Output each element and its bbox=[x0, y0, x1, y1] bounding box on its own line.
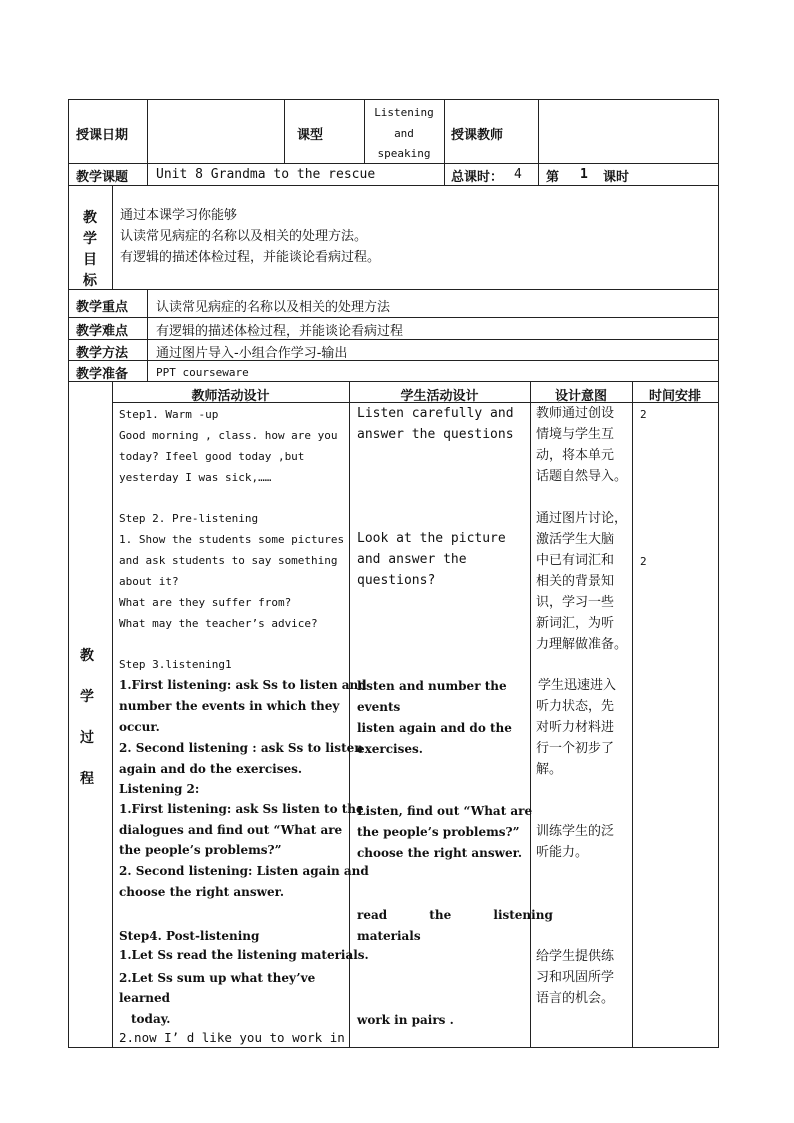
intent-line: 话题自然导入。 bbox=[536, 469, 628, 484]
teacher-line: 1. Show the students some pictures bbox=[119, 533, 345, 546]
difficulties-value: 有逻辑的描述体检过程，并能谈论看病过程 bbox=[156, 324, 404, 339]
teacher-line: dialogues and find out “What are bbox=[119, 823, 343, 837]
intent-line: 教师通过创设 bbox=[536, 406, 615, 421]
teacher-line: What are they suffer from? bbox=[119, 596, 292, 609]
student-line: work in pairs . bbox=[357, 1013, 454, 1027]
period-suffix: 课时 bbox=[603, 170, 630, 185]
period-value: 1 bbox=[580, 167, 588, 182]
student-activity-header: 学生活动设计 bbox=[400, 389, 479, 404]
preparation-value: PPT courseware bbox=[156, 366, 249, 379]
process-label-char: 程 bbox=[80, 771, 94, 787]
table-rule bbox=[284, 99, 285, 163]
methods-label: 教学方法 bbox=[76, 346, 129, 361]
teacher-line: again and do the exercises. bbox=[119, 762, 303, 776]
course-type-value bbox=[364, 103, 444, 165]
teacher-line: today. bbox=[131, 1012, 171, 1026]
objective-line: 通过本课学习你能够 bbox=[120, 208, 238, 223]
methods-value: 通过图片导入-小组合作学习-输出 bbox=[156, 346, 348, 361]
intent-line: 解。 bbox=[536, 762, 563, 777]
intent-line: 对听力材料进 bbox=[536, 720, 615, 735]
teacher-line: and ask students to say something bbox=[119, 554, 338, 567]
table-rule bbox=[68, 317, 719, 318]
table-rule bbox=[68, 185, 719, 186]
key-points-label: 教学重点 bbox=[76, 300, 129, 315]
intent-line: 听能力。 bbox=[536, 845, 589, 860]
teacher-line: What may the teacher’s advice? bbox=[119, 617, 318, 630]
table-rule bbox=[444, 99, 445, 185]
teacher-line: Good morning , class. how are you bbox=[119, 429, 338, 442]
teacher-line: 2.Let Ss sum up what they’ve bbox=[119, 971, 316, 985]
intent-header: 设计意图 bbox=[554, 389, 607, 404]
teacher-line: today? Ifeel good today ,but bbox=[119, 450, 305, 463]
teacher-line: the people’s problems?” bbox=[119, 843, 282, 857]
intent-line: 听力状态，先 bbox=[536, 699, 615, 714]
preparation-label: 教学准备 bbox=[76, 367, 129, 382]
teacher-step-heading: Listening 2: bbox=[119, 782, 200, 796]
table-rule bbox=[632, 381, 633, 1048]
intent-line: 学生迅速进入 bbox=[538, 678, 617, 693]
table-rule bbox=[112, 381, 113, 1048]
objectives-label-char: 学 bbox=[83, 231, 97, 247]
student-line: Listen carefully and bbox=[357, 406, 514, 421]
teacher-line: 1.First listening: ask Ss to listen and bbox=[119, 678, 367, 692]
objectives-label bbox=[80, 208, 100, 292]
table-rule bbox=[718, 99, 719, 1048]
student-line: listen and number the bbox=[357, 679, 507, 693]
teacher-line: 2. Second listening : ask Ss to listen bbox=[119, 741, 363, 755]
process-label-char: 教 bbox=[80, 648, 94, 664]
student-line: and answer the bbox=[357, 552, 467, 567]
table-rule bbox=[147, 99, 148, 185]
student-line: the people’s problems?” bbox=[357, 825, 520, 839]
table-rule bbox=[530, 381, 531, 1048]
topic-value: Unit 8 Grandma to the rescue bbox=[156, 167, 376, 182]
intent-line: 力理解做准备。 bbox=[536, 637, 628, 652]
objectives-label-char: 教 bbox=[83, 210, 97, 226]
topic-label: 教学课题 bbox=[76, 170, 129, 185]
objectives-text bbox=[120, 205, 380, 268]
course-type-line: speaking bbox=[377, 147, 431, 160]
intent-line: 动，将本单元 bbox=[536, 448, 615, 463]
teacher-line: choose the right answer. bbox=[119, 885, 285, 899]
teacher-line: 2.now I’ d like you to work in bbox=[119, 1030, 345, 1045]
course-type-label: 课型 bbox=[297, 128, 324, 143]
table-rule bbox=[68, 99, 69, 1048]
teacher-activity-header: 教师活动设计 bbox=[191, 389, 270, 404]
teacher-line: about it? bbox=[119, 575, 179, 588]
total-hours-value: 4 bbox=[514, 167, 522, 182]
intent-line: 给学生提供练 bbox=[536, 949, 615, 964]
student-line: Listen, find out “What are bbox=[357, 804, 533, 818]
intent-line: 情境与学生互 bbox=[536, 427, 615, 442]
student-line: answer the questions bbox=[357, 427, 514, 442]
teacher-line: occur. bbox=[119, 720, 160, 734]
intent-line: 新词汇，为听 bbox=[536, 616, 615, 631]
student-line: listen again and do the bbox=[357, 721, 512, 735]
intent-line: 相关的背景知 bbox=[536, 574, 615, 589]
intent-line: 习和巩固所学 bbox=[536, 970, 615, 985]
time-header: 时间安排 bbox=[648, 389, 701, 404]
student-line: events bbox=[357, 700, 401, 714]
table-rule bbox=[68, 289, 719, 290]
intent-line: 训练学生的泛 bbox=[536, 824, 615, 839]
table-rule bbox=[112, 185, 113, 289]
process-label-char: 学 bbox=[80, 689, 94, 705]
intent-line: 中已有词汇和 bbox=[536, 553, 615, 568]
student-line: exercises. bbox=[357, 742, 423, 756]
intent-line: 行一个初步了 bbox=[536, 741, 615, 756]
intent-line: 语言的机会。 bbox=[536, 991, 615, 1006]
intent-line: 激活学生大脑 bbox=[536, 532, 615, 547]
student-line: materials bbox=[357, 929, 421, 943]
objectives-label-char: 标 bbox=[83, 273, 97, 289]
time-value: 2 bbox=[640, 555, 647, 568]
intent-line: 识，学习一些 bbox=[536, 595, 615, 610]
teacher-step-heading: Step1. Warm -up bbox=[119, 408, 219, 421]
student-line: read the listening bbox=[357, 908, 553, 922]
teacher-line: learned bbox=[119, 991, 171, 1005]
teacher-line: 1.Let Ss read the listening materials. bbox=[119, 948, 369, 962]
teacher-line: 2. Second listening: Listen again and bbox=[119, 864, 369, 878]
time-value: 2 bbox=[640, 408, 647, 421]
table-rule bbox=[538, 99, 539, 185]
teacher-line: 1.First listening: ask Ss listen to the bbox=[119, 802, 364, 816]
teacher-line: yesterday I was sick,…… bbox=[119, 471, 272, 484]
objective-line: 有逻辑的描述体检过程，并能谈论看病过程。 bbox=[120, 250, 381, 265]
table-rule bbox=[147, 289, 148, 381]
table-rule bbox=[68, 381, 719, 382]
intent-line: 通过图片讨论， bbox=[536, 511, 628, 526]
teacher-label: 授课教师 bbox=[451, 128, 504, 143]
student-line: choose the right answer. bbox=[357, 846, 523, 860]
key-points-value: 认读常见病症的名称以及相关的处理方法 bbox=[156, 300, 391, 315]
objective-line: 认读常见病症的名称以及相关的处理方法。 bbox=[120, 229, 368, 244]
period-prefix: 第 bbox=[546, 170, 560, 185]
process-label-char: 过 bbox=[80, 730, 94, 746]
difficulties-label: 教学难点 bbox=[76, 324, 129, 339]
teacher-line: number the events in which they bbox=[119, 699, 340, 713]
total-hours-label: 总课时： bbox=[451, 170, 504, 185]
teacher-step-heading: Step4. Post-listening bbox=[119, 929, 260, 943]
course-type-line: and bbox=[394, 126, 414, 140]
teacher-step-heading: Step 2. Pre-listening bbox=[119, 512, 259, 525]
teacher-step-heading: Step 3.listening1 bbox=[119, 658, 232, 671]
table-rule bbox=[68, 99, 719, 100]
objectives-label-char: 目 bbox=[83, 252, 97, 268]
course-type-line: Listening bbox=[374, 106, 434, 119]
date-label: 授课日期 bbox=[76, 128, 129, 143]
student-line: Look at the picture bbox=[357, 531, 506, 546]
table-rule bbox=[68, 339, 719, 340]
student-line: questions? bbox=[357, 573, 436, 588]
